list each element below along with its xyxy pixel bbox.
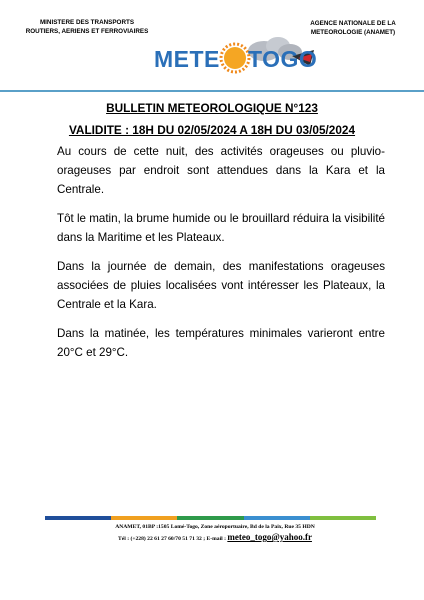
ministry-line2: ROUTIERS, AERIENS ET FERROVIAIRES <box>25 27 149 35</box>
footer-color-bar <box>45 516 376 520</box>
footer-address: ANAMET, 01BP :1505 Lomé-Togo, Zone aéroportuaire, Bd de la Paix, Rue 35 HDN <box>115 524 315 530</box>
agency-line1: AGENCE NATIONALE DE LA <box>310 20 396 27</box>
footer-contact <box>55 532 375 542</box>
footer-bar-segment <box>177 516 243 520</box>
footer-bar-segment <box>45 516 111 520</box>
bulletin-body <box>57 142 385 372</box>
logo-text-right: TOGO <box>248 46 318 72</box>
footer-email-link[interactable]: meteo_togo@yahoo.fr <box>227 532 312 542</box>
agency-header <box>288 20 418 37</box>
agency-line2: METEOROLOGIE (ANAMET) <box>310 28 396 36</box>
footer-bar-segment <box>310 516 376 520</box>
forecast-paragraph: Tôt le matin, la brume humide ou le brouillard réduira la visibilité dans la Maritime et les Plateaux. <box>57 212 385 244</box>
validity-period: VALIDITE : 18H DU 02/05/2024 A 18H DU 03/05/2024 <box>68 123 356 137</box>
footer-bar-segment <box>111 516 177 520</box>
forecast-paragraph: Dans la matinée, les températures minimales varieront entre 20°C et 29°C. <box>57 327 385 359</box>
bulletin-title: BULLETIN METEOROLOGIQUE N°123 <box>106 101 318 115</box>
meteo-togo-logo <box>152 36 322 76</box>
header-divider <box>0 90 424 92</box>
ministry-line1: MINISTERE DES TRANSPORTS <box>39 19 135 26</box>
ministry-header <box>12 19 162 36</box>
sun-icon <box>221 44 249 72</box>
forecast-paragraph: Au cours de cette nuit, des activités orageuses ou pluvio-orageuses par endroit sont attendues dans la Kara et la Centrale. <box>57 145 385 196</box>
forecast-paragraph: Dans la journée de demain, des manifestations orageuses associées de pluies localisées vont intéresser les Plateaux, la Centrale et la Kara. <box>57 260 385 311</box>
footer-phone: Tél : (+228) 22 61 27 60/70 51 71 32 ; E-mail : <box>118 536 226 542</box>
footer-bar-segment <box>244 516 310 520</box>
logo-text-left: METE <box>154 46 220 72</box>
